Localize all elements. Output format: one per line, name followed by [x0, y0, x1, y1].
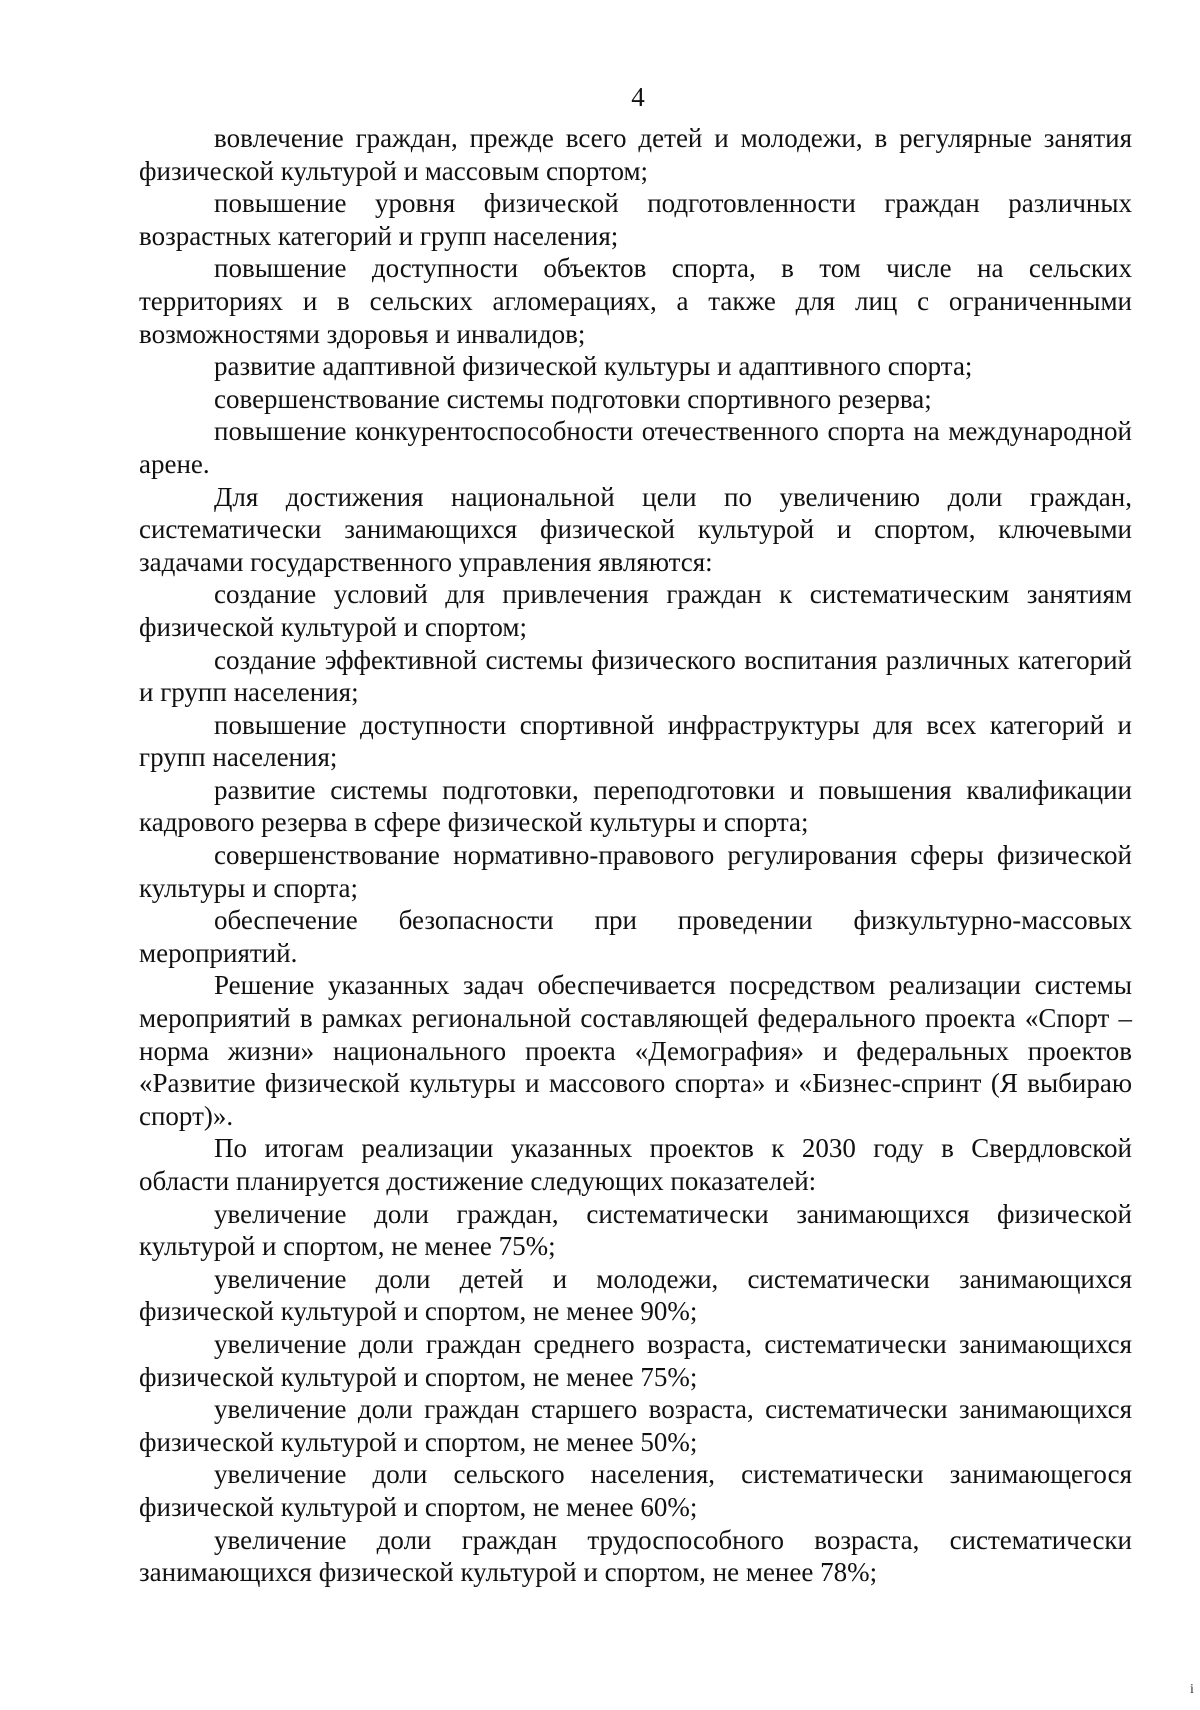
paragraph: Для достижения национальной цели по увеличению доли граждан, систематически занимающихся физической культурой и спортом, ключевыми задачами государственного управления являются: [139, 481, 1132, 577]
margin-mark: i [1190, 1682, 1194, 1697]
paragraph: увеличение доли детей и молодежи, систематически занимающихся физической культурой и спортом, не менее 90%; [139, 1263, 1132, 1327]
paragraph: развитие адаптивной физической культуры и адаптивного спорта; [214, 351, 973, 382]
paragraph: создание эффективной системы физического воспитания различных категорий и групп населения; [139, 644, 1132, 708]
paragraph: повышение доступности спортивной инфраструктуры для всех категорий и групп населения; [139, 709, 1132, 773]
paragraph: развитие системы подготовки, переподготовки и повышения квалификации кадрового резерва в сфере физической культуры и спорта; [139, 774, 1132, 838]
paragraph: Решение указанных задач обеспечивается посредством реализации системы мероприятий в рамках региональной составляющей федерального проекта «Спорт – норма жизни» национального проекта «Демография» и федеральных проектов «Развитие физической культуры и массового спорта» и «Бизнес-спринт (Я выбираю спорт)». [139, 970, 1132, 1131]
paragraph: совершенствование системы подготовки спортивного резерва; [214, 383, 932, 414]
document-body [139, 122, 1132, 1589]
paragraph: повышение доступности объектов спорта, в том числе на сельских территориях и в сельских агломерациях, а также для лиц с ограниченными возможностями здоровья и инвалидов; [139, 253, 1132, 349]
paragraph: увеличение доли сельского населения, систематически занимающегося физической культурой и спортом, не менее 60%; [139, 1459, 1132, 1522]
paragraph: совершенствование нормативно-правового регулирования сферы физической культуры и спорта; [139, 840, 1132, 903]
paragraph: повышение конкурентоспособности отечественного спорта на международной арене. [139, 416, 1132, 479]
paragraph: увеличение доли граждан среднего возраста, систематически занимающихся физической культурой и спортом, не менее 75%; [139, 1328, 1132, 1392]
page-number: 4 [631, 82, 645, 112]
paragraph: увеличение доли граждан старшего возраста, систематически занимающихся физической культурой и спортом, не менее 50%; [139, 1394, 1132, 1457]
paragraph: создание условий для привлечения граждан к систематическим занятиям физической культурой и спортом; [139, 579, 1132, 642]
paragraph: обеспечение безопасности при проведении физкультурно-массовых мероприятий. [139, 905, 1132, 968]
paragraph: повышение уровня физической подготовленности граждан различных возрастных категорий и групп населения; [139, 188, 1132, 251]
paragraph: По итогам реализации указанных проектов к 2030 году в Свердловской области планируется достижение следующих показателей: [139, 1133, 1132, 1196]
paragraph: увеличение доли граждан, систематически занимающихся физической культурой и спортом, не менее 75%; [139, 1198, 1132, 1262]
paragraph: вовлечение граждан, прежде всего детей и молодежи, в регулярные занятия физической культурой и массовым спортом; [139, 123, 1132, 186]
paragraph: увеличение доли граждан трудоспособного возраста, систематически занимающихся физической культурой и спортом, не менее 78%; [139, 1524, 1132, 1588]
